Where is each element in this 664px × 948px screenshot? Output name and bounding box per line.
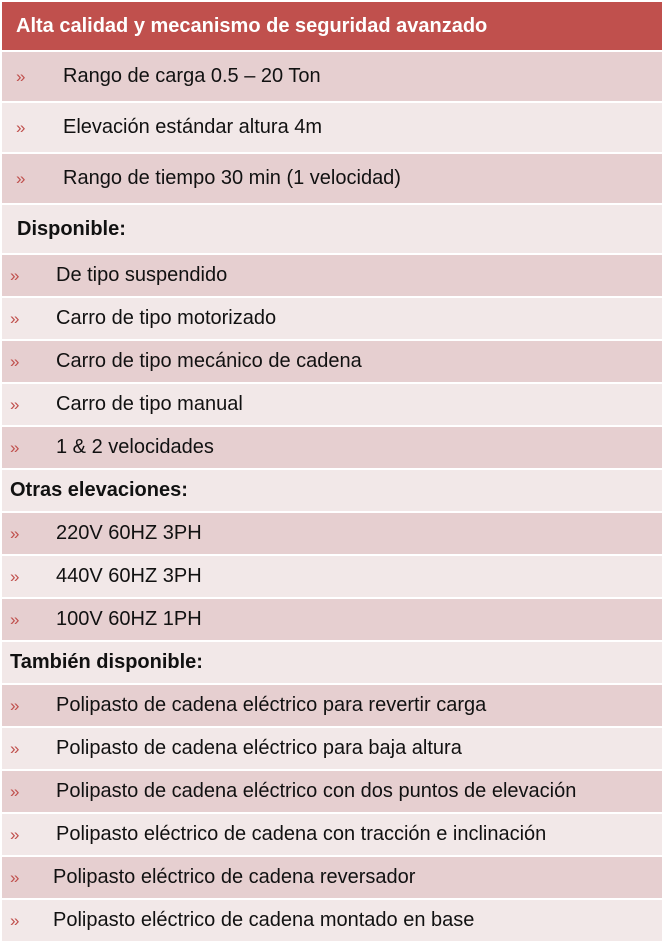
bullet-icon: » [10,265,20,285]
item-label: Carro de tipo mecánico de cadena [56,350,362,372]
bullet-icon: » [10,867,20,887]
item-label: Polipasto eléctrico de cadena reversador [53,866,416,888]
section-title: Otras elevaciones: [10,479,188,501]
list-item [2,771,662,814]
feature-row [2,154,662,205]
item-label: Polipasto de cadena eléctrico con dos puntos de elevación [56,780,577,802]
item-label: Carro de tipo manual [56,393,243,415]
bullet-icon: » [10,523,20,543]
list-item [2,685,662,728]
list-item [2,298,662,341]
list-item [2,427,662,470]
feature-row [2,103,662,154]
item-label: 220V 60HZ 3PH [56,522,202,544]
table-header [2,2,662,52]
list-item [2,255,662,298]
item-label: Carro de tipo motorizado [56,307,277,329]
item-label: Polipasto eléctrico de cadena montado en base [53,909,475,931]
item-label: 440V 60HZ 3PH [56,565,202,587]
list-item [2,341,662,384]
list-item [2,384,662,427]
spec-table [2,2,662,943]
list-item [2,599,662,642]
bullet-icon: » [10,609,20,629]
bullet-icon: » [16,117,26,137]
bullet-icon: » [10,437,20,457]
section-title: Disponible: [17,217,126,240]
list-item [2,900,662,943]
list-item [2,556,662,599]
item-label: 100V 60HZ 1PH [56,608,202,630]
list-item [2,857,662,900]
list-item [2,814,662,857]
item-label: 1 & 2 velocidades [56,436,214,458]
feature-label: Rango de carga 0.5 – 20 Ton [63,65,321,87]
section-title: También disponible: [10,651,203,673]
section-available [2,205,662,255]
bullet-icon: » [10,910,20,930]
bullet-icon: » [10,738,20,758]
bullet-icon: » [10,394,20,414]
item-label: Polipasto eléctrico de cadena con tracción e inclinación [56,823,547,845]
bullet-icon: » [10,308,20,328]
list-item [2,513,662,556]
section-other-voltages [2,470,662,513]
list-item [2,728,662,771]
bullet-icon: » [10,824,20,844]
item-label: Polipasto de cadena eléctrico para baja altura [56,737,462,759]
feature-label: Rango de tiempo 30 min (1 velocidad) [63,167,401,189]
bullet-icon: » [16,66,26,86]
bullet-icon: » [16,168,26,188]
feature-row [2,52,662,103]
section-also-available [2,642,662,685]
bullet-icon: » [10,781,20,801]
item-label: Polipasto de cadena eléctrico para revertir carga [56,694,487,716]
bullet-icon: » [10,566,20,586]
bullet-icon: » [10,351,20,371]
feature-label: Elevación estándar altura 4m [63,116,323,138]
item-label: De tipo suspendido [56,264,228,286]
bullet-icon: » [10,695,20,715]
header-title: Alta calidad y mecanismo de seguridad avanzado [16,14,488,37]
